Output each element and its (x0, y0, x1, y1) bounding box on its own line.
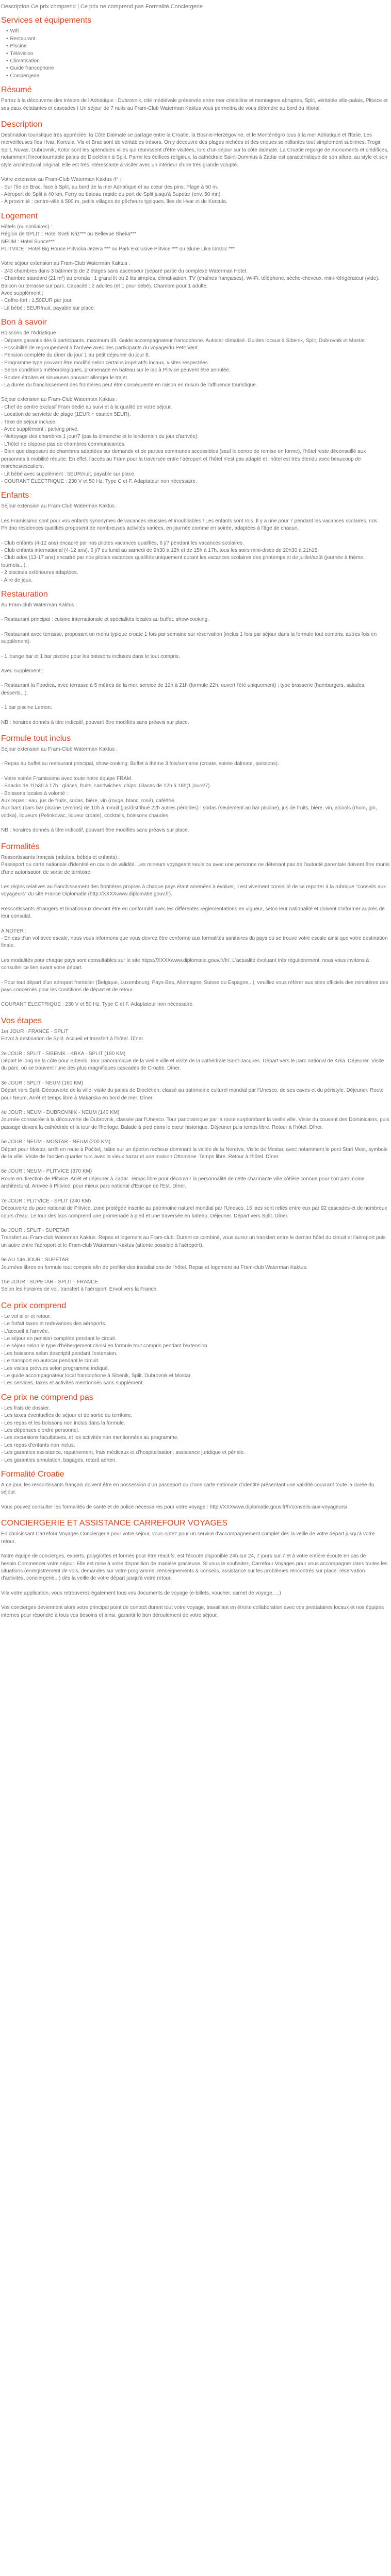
formule-line: - Snacks de 11h30 à 17h : glaces, fruits, sandwiches, chips. Glaces de 12h à 18h(1 jours/7). (1, 783, 211, 789)
restauration-title: Restauration (1, 589, 48, 599)
formule-line: Aux bars (bars bar piscine Lemons) de 10h à minuit (jus/distribué 22h autres périodes) : sodas (seulement au bar piscine), jus de fruits, bière, vin, alcools (rhum, gin, vodka), liqueurs (Pelinkovac, liqueur croate), cocktails, boissons chaudes. (1, 805, 377, 819)
day-heading: 7e JOUR : PLITVICE - SPLIT (240 KM) (1, 1198, 91, 1204)
bienavoir-item: - Boutes étroites et sinueuses pouvant allonger le trajet. (1, 375, 128, 381)
bienavoir-item: - Avec supplément : parking privé. (1, 427, 79, 433)
services-list (1, 28, 390, 80)
day-text: Départ le long de la côte pour Sibenik. Tour panoramique de la vieille ville et visite de la cathédrale Saint-Jacques. Départ vers le parc national de Krka. Déjeuner. Visite du parc, où se trouvent l'une des plus magnifiques cascades de Croatie. Dîner. (1, 1058, 384, 1072)
formule-line: - Boissons locales à volonté : (1, 790, 68, 796)
bienavoir-item: - Location de serviette de plage (1EUR + caution 5EUR). (1, 412, 131, 418)
formule-paragraph: - Repas au buffet au restaurant principal, show-cooking. Buffet à thème 3 fois/semaine (croate, soirée dalmate, poissons). (1, 761, 279, 767)
day-block (1, 1227, 390, 1249)
description-subtitle: Votre extension au Fram-Club Waterman Kaktus 4* : (1, 177, 121, 183)
resume-text: Partez à la découverte des trésors de l'Adriatique : Dubrovnik, cité médiévale préservée entre mer cristalline et montagnes abruptes, Split, véritable ville-palais, Plitvice et ses eaux éclatantes et cascades ! Un séjour de 7 nuits au Fram-Club Waterman Kaktus vous permettra de vous détendre au bord du littoral. (1, 98, 388, 111)
day-text: Route en direction de Plitvice. Arrêt et déjeuner à Zadar. Temps libre pour découvrir la personnalité de cette charmante ville côtière connue pour son patrimoine architectural. Arrivée à Plitvice, pour mieux parc national d'Europe de l'Est. Dîner. (1, 1176, 365, 1190)
inclus-item: - Le séjour en pension complète pendant le circuit. (1, 1335, 117, 1342)
restauration-paragraph: Avec supplément : (1, 668, 44, 674)
day-block (1, 1168, 390, 1190)
bienavoir-title: Bon à savoir (1, 318, 47, 327)
list-item: • Restaurant (6, 36, 390, 43)
restauration-paragraph: - 1 bar piscine Lemon. (1, 705, 52, 711)
description-line: - À proximité : centre-ville à 500 m, petits villages de pêcheurs typiques, îles de Hvar et de Korcula. (1, 199, 227, 205)
day-heading: 4e JOUR : NEUM - DUBROVNIK - NEUM (140 KM) (1, 1110, 120, 1116)
day-heading: 15e JOUR : SUPETAR - SPLIT - FRANCE (1, 1279, 99, 1285)
list-item: • Climatisation (6, 58, 390, 65)
description-block (1, 176, 390, 206)
day-text: Journées libres en formule tout compris afin de profiter des installations de l'hôtel. Repas et logement au Fram-club Waterman Kaktus. (1, 1264, 308, 1270)
bienavoir-item: - La durée du franchissement des frontières peut être conséquente en raison en raison de l'affluence touristique. (1, 382, 257, 388)
enfants-item: - Club enfants international (4-12 ans), 6 j/7 du lundi au samedi de 9h30 à 12h et de 15h à 17h, tous les soirs mini-disco de 20h30 à 21h15. (1, 547, 319, 553)
enfants-paragraph: Les Framissimo sont pour vos enfants synonymes de vacances réussies et inoubliables ! Les enfants sont rois. Il y a une pour 7 pendant les vacances scolaires, nos Phidno résidences qualifiés proposent de nombreuses activités variées, en journée comme en soirée, adaptées à l'âge de chacun. (1, 518, 378, 532)
bienavoir-item: - Lit bébé avec supplément : 5EUR/nuit, payable sur place. (1, 471, 136, 477)
day-block (1, 1198, 390, 1220)
noninclus-item: - Les frais de dossier. (1, 1405, 51, 1411)
inclus-item: - Le forfait taxes et redevances des aéroports. (1, 1321, 106, 1327)
formule-line: Aux repas : eau, jus de fruits, sodas, bière, vin (rouge, blanc, rosé), café/thé. (1, 798, 176, 804)
day-block (1, 1139, 390, 1161)
bienavoir-subtitle: Séjour extension au Fram-Club Waterman Kaktus : (1, 397, 118, 403)
inclus-item: - Le transport en autocar pendant le circuit. (1, 1358, 100, 1364)
noninclus-title: Ce prix ne comprend pas (1, 1393, 93, 1402)
conciergerie-paragraph: Vila votre application, vous retrouverez également tous vos documents de voyage (e-billets, voucher, carnet de voyage, ...) (1, 1590, 281, 1596)
noninclus-item: - Les garanties annulation, bagages, retard aérien. (1, 1457, 117, 1463)
formule-note: NB : horaires donnés à titre indicatif, pouvant être modifiés sans préavis sur place. (1, 827, 189, 834)
enfants-item: - 2 piscines extérieures adaptées. (1, 570, 78, 576)
bienavoir-item: - Pension complète du dîner du jour 1 au petit déjeuner du jour 8. (1, 352, 150, 359)
bienavoir-item: - Taxe de séjour incluse. (1, 419, 57, 425)
formalites-line: Passeport ou carte nationale d'identité en cours de validité. Les mineurs voyageant seuls ou avec une personne ne détenant pas de l'autorité parentale doivent être munis d'une autorisation de sortie de territoire. (1, 862, 390, 875)
description-title: Description (1, 120, 43, 129)
day-block (1, 1080, 390, 1102)
bienavoir-item: - Bien que disposant de chambres adaptées sur demande et de parties communes accessibles (sauf le centre de remise en forme), l'hôtel reste déconseillé aux personnes à mobilité réduite. En effet, l'accès au Fram pour la traversée entre l'aéroport et l'hôtel n'est pas adapté et l'hôtel est très étendu avec beaucoup de marches/escaliers. (1, 449, 366, 470)
conciergerie-paragraph: Vos concierges deviennent alors votre principal point de contact durant tout votre voyage, travaillant en étroite collaboration avec vos prestataires locaux et nos équipes internes pour répondre à tous vos besoins et ainsi, garantir le bon déroulement de votre séjour. (1, 1605, 384, 1618)
inclus-item: - L'accueil à l'arrivée. (1, 1328, 50, 1334)
inclus-item: - Les services, taxes et activités mentionnés sans supplément. (1, 1380, 144, 1386)
bienavoir-item: - Selon conditions météorologiques, promenade en bateau sur le lac à Plitvice peuvent être annulée. (1, 367, 231, 374)
day-text: Transfert au Fram-club Waterman Kaktus. Repas et logement au Fram-club. Durant ce combiné, vous aurez un transfert entre le dernier hôtel du circuit et l'aéroport puis un autre entre l'aéroport et le Fram-club Waterman Kaktus (attente possible à l'aéroport). (1, 1235, 386, 1248)
day-block (1, 1028, 390, 1043)
day-text: Selon les horaires de vol, transfert à l'aéroport. Envol vers la France. (1, 1286, 158, 1293)
day-text: Départ pour Mostar, arrêt en route à Počitelj, bâtie sur un éperon rocheux dominant la vallée de la Neretva. Visite de Mostar, avec notamment le pont Stari Most, symbole de la ville. Visite de l'ancien quartier turc avec la vieux bazar et une maison Ottomane. Temps libre. Retour à l'hôtel. Dîner. (1, 1146, 388, 1160)
bienavoir-extension (1, 396, 390, 485)
day-heading: 6e JOUR : NEUM - PLITVICE (370 KM) (1, 1168, 92, 1175)
day-block (1, 1109, 390, 1131)
conciergerie-paragraph: En choisissant Carrefour Voyages Conciergerie pour votre séjour, vous optez pour un service d'accompagnement complet dès la veille de votre départ jusqu'à votre retour. (1, 1531, 375, 1545)
formule-block (1, 775, 390, 820)
bienavoir-item: - Possibilité de regroupement à l'arrivée avec des participants du voyage/du Petit Vent. (1, 345, 199, 351)
formalites-paragraph: Ressortissants étrangers et binationaux devront être en conformité avec les différentes réglementations en vigueur, selon leur nationalité et doivent s'informer auprès de leur consulat. (1, 906, 385, 920)
day-heading: 5e JOUR : NEUM - MOSTAR - NEUM (200 KM) (1, 1139, 111, 1145)
day-text: Envol à destination de Split. Accueil et transfert à l'hôtel. Dîner. (1, 1036, 144, 1042)
day-block (1, 1279, 390, 1294)
conciergerie-title: CONCIERGERIE ET ASSISTANCE CARREFOUR VOYAGES (1, 1519, 228, 1528)
formalites-paragraph: COURANT ÉLECTRIQUE : 230 V et 50 Hz. Type C et F. Adaptateur non nécessaire. (1, 1002, 194, 1008)
formalites-paragraph: - Pour tout départ d'un aéroport frontalier (Belgique, Luxembourg, Pays-Bas, Allemagne, Suisse ou Espagne...), veuillez vous référer aux sites officiels des ministères des pays concernés pour les conditions de départ et de retour. (1, 979, 388, 993)
enfants-item: - Club ados (13-17 ans) encadré par nos pilotes vacances qualifiés uniquement durant les vacances scolaires des printemps et de juillet/août (journée à thème, tournois...). (1, 555, 365, 568)
logement-title: Logement (1, 211, 38, 221)
formalites-title: Formalités (1, 842, 40, 851)
bienavoir-item: - L'hôtel ne dispose pas de chambres communicantes. (1, 441, 126, 447)
formalites-paragraph: Les règles relatives au franchissement des frontières propres à chaque pays étant amenées à évoluer, il est vivement conseillé de se reporter à la rubrique "conseils aux voyageurs" du site France Diplomatie (http://XXXXwww.diplomatie.gouv.fr). (1, 884, 386, 897)
bienavoir-item: - COURANT ÉLECTRIQUE : 230 V et 50 Hz. Type C et F. Adaptateur non nécessaire. (1, 478, 197, 484)
logement-subtitle: Votre séjour extension au Fram-Club Waterman Kaktus : (1, 261, 131, 267)
noninclus-item: - Les dépenses d'ordre personnel. (1, 1428, 79, 1434)
formalites-line: - En cas d'un vol avec escale, nous vous informons que vous devrez être conforme aux formalités sanitaires du pays où se trouve votre escale ainsi que votre destination finale. (1, 935, 388, 949)
enfants-title: Enfants (1, 491, 29, 500)
day-text: Journée consacrée à la découverte de Dubrovnik, classée par l'Unesco. Tour panoramique par la route surplombant la vieille ville. Visite du couvent des Dominicains, puis passage devant la cathédrale et la tour de l'horloge. Balade à pied dans le cœur historique. Déjeuner puis temps libre. Retour à l'hôtel. Dîner. (1, 1117, 389, 1130)
noninclus-list (1, 1405, 390, 1464)
logement-hotels (1, 224, 390, 253)
formalites-line: A NOTER : (1, 928, 27, 934)
bienavoir-item: Boissons de l'Adriatique : (1, 330, 59, 336)
inclus-title: Ce prix comprend (1, 1301, 67, 1310)
restauration-paragraph: - 1 lounge bar et 1 bar piscine pour les boissons incluses dans le tout compris. (1, 653, 180, 659)
logement-item: - Chambre standard (21 m²) au prorata : 1 grand lit ou 2 lits simples, climatisation, TV (chaînes françaises), Wi-Fi, téléphone, sèche-cheveux, mini-réfrigérateur (vide). Balcon ou terrasse sur parc. Capacité : 2 adultes (et 1 pour bébé). Chambre pour 1 adulte. (1, 276, 380, 289)
noninclus-item: - Les repas d'enfants non inclus. (1, 1442, 75, 1448)
formalites-paragraph: Les modalités pour chaque pays sont consultables sur le site https://XXXXwww.diplomatie.gouv.fr/fr/. L'actualité évoluant très régulièrement, nous vous invitons à consulter ce lien avant votre départ. (1, 957, 369, 971)
enfants-subtitle: Séjour extension au Fram-Club Waterman Kaktus : (1, 503, 118, 510)
logement-item: - 243 chambres dans 3 bâtiments de 2 étages sans ascenseur (séparé partie du complexe Waterman Hotel. (1, 268, 248, 274)
logement-item: Avec supplément : (1, 290, 44, 296)
day-heading: 9e AU 14e JOUR : SUPETAR (1, 1257, 69, 1263)
inclus-item: - Le séjour selon le type d'hébergement choisi en formule tout compris pendant l'extension. (1, 1343, 209, 1349)
day-block (1, 1257, 390, 1272)
inclus-item: - Le guide accompagnateur local francophone à Sibenik, Split, Dubrovnik et Mostar. (1, 1373, 192, 1379)
formalites-intro (1, 854, 390, 876)
description-paragraph: Destination touristique très appréciée, la Côte Dalmate se partage entre la Croatie, la Bosnie-Herzégovine, et le Monténégro tous à la mer Adriatique et l'Italie. Les merveilleuses îles Hvar, Korcula, Vis et Brac sont de véritables trésors. On y découvre des plages nichées et des criques scintillantes tout simplement sublimes. Trogir, Split, Nuvas, Dubrovnik, Kotor sont les splendides villes qui réunissent d'être visitées, lors d'un séjour sur la côte dalmate. La Croatie regorge de monuments et d'édifices, notamment l'incontournable palais de Dioclétien à Split. Parmi les édifices religieux, la cathédrale Saint-Domnius à Zadar est caractéristique de son allure, au style et son style architectural original. Elle est très intéressante à visiter avec un intérieur d'une très grande volupté. (1, 132, 389, 168)
bienavoir-block (1, 330, 390, 389)
formule-line: - Votre soirée Framissimo avec toute notre équipe FRAM. (1, 775, 133, 782)
day-text: Découverte du parc national de Plitvice, zone protégée inscrite au patrimoine naturel mondial par l'Unesco. 16 lacs sont reliés entre eux par 92 cascades et de nombreux cours d'eau. Le tour des lacs comprend une promenade à pied et une traversée en bateau. Déjeuner. Départ vers Split. Dîner. (1, 1206, 387, 1219)
logement-line: Région de SPLIT : Hotel Sveti Kriz*** ou Bellevue Sheka*** (1, 231, 137, 238)
services-title: Services et équipements (1, 16, 92, 25)
formule-subtitle: Séjour extension au Fram-Club Waterman Kaktus : (1, 747, 118, 753)
conciergerie-paragraph: Notre équipe de concierges, experts, polyglottes et formés pour être réactifs, est l'écoute disponible 24h sur 24, 7 jours sur 7 et à votre entière écoute en cas de besoin.Commencer votre séjour. Elle est mise à votre disposition de manière gracieuse. Si vous le souhaitez, Carrefour Voyages pour vous accompagner dans toutes les situations (enregistrement de vols, demandes sur votre programme, renseignements & conseils, assistance sur les problèmes rencontrés sur place, réservation d'activités, conciergerie...) dès la veille de votre départ jusqu'à votre retour. (1, 1553, 388, 1582)
noninclus-item: - Les garanties assistance, rapatriement, frais médicaux et d'hospitalisation, assistance juridique et pénale. (1, 1450, 245, 1456)
formalite-paragraph: À ce jour, les ressortissants français doivent être en possession d'un passeport ou d'une carte nationale d'identité présentant une validité couvrant toute la durée du séjour. (1, 1482, 374, 1496)
logement-extension (1, 260, 390, 312)
day-heading: 3e JOUR : SPLIT - NEUM (160 KM) (1, 1080, 84, 1086)
list-item: • Télévision (6, 50, 390, 58)
enfants-list (1, 540, 390, 584)
day-text: Départ vers Split. Découverte de la ville, visite du palais de Dioclétien, classé au patrimoine culturel mondial par l'Unesco, de ses caves et du péristyle. Déjeuner. Route pour Neum, Arrêt et temps libre à Makarska en bord de mer. Dîner. (1, 1088, 384, 1101)
restauration-note: NB : horaires donnés à titre indicatif, pouvant être modifiés sans préavis sur place. (1, 719, 189, 725)
inclus-item: - Les visites prévues selon programme indiqué. (1, 1365, 109, 1371)
description-line: - Sur l'île de Brac, face à Split, au bord de la mer Adriatique et au cœur des pins. Plage à 50 m. (1, 184, 219, 190)
list-item: • Guide francophone (6, 65, 390, 72)
noninclus-item: - Les repas et les boissons non inclus dans la formule. (1, 1420, 125, 1426)
breadcrumb: Description Ce prix comprend | Ce prix ne comprend pas Formalité Conciergerie (1, 4, 203, 10)
day-heading: 1er JOUR : FRANCE - SPLIT (1, 1028, 69, 1035)
formule-title: Formule tout inclus (1, 734, 71, 743)
bienavoir-item: - Programme type pouvant être modifié selon certains impératifs locaux, visites respectées. (1, 360, 209, 366)
formalite-title: Formalité Croatie (1, 1470, 64, 1479)
list-item: • Piscine (6, 43, 390, 50)
list-item: • Conciergerie (6, 73, 390, 80)
formalite-paragraph: Vous pouvez consulter les formalités de santé et de police nécessaires pour votre voyage : http://XXXwww.diplomatie.gouv.fr/fr/conseils-aux-voyageurs/ (1, 1504, 348, 1510)
logement-line: Hôtels (ou similaires) : (1, 224, 52, 230)
bienavoir-item: - Départs garantis dès 6 participants, maximum 49. Guide accompagnateur francophone. Autocar climatisé. Guides locaux à Sibenik, Split, Dubrovnik et Mostar. (1, 337, 366, 344)
day-heading: 8e JOUR : SPLIT - SUPETAR (1, 1227, 70, 1233)
voyage-title: Vos étapes (1, 1016, 42, 1025)
logement-line: PLITVICE : Hotel Big House Plitvicka Jezera *** ou Park Exclusive Plitvice *** ou Slune Lika Grabic *** (1, 246, 235, 252)
formalites-note (1, 928, 390, 950)
restauration-paragraph: - Restaurant avec terrasse, proposant un menu typique croate 1 fois par semaine sur réservation (inclus 1 fois par séjour dans la formule tout compris, autres fois en supplément). (1, 631, 377, 645)
inclus-item: - Le vol aller et retour. (1, 1313, 51, 1319)
bienavoir-item: - Chef de centre exclusif Fram dédié au suivi et à la qualité de votre séjour. (1, 404, 172, 410)
description-line: - Aéroport de Split à 40 km. Ferry ou bateau rapide du port de Split jusqu'à Supetar (env. 50 mn). (1, 191, 222, 197)
inclus-list (1, 1313, 390, 1387)
restauration-paragraph: - Restaurant principal : cuisine internationale et spécialités locales au buffet, show-cooking. (1, 617, 209, 623)
day-heading: 2e JOUR : SPLIT - SIBENIK - KRKA - SPLIT (180 KM) (1, 1050, 126, 1057)
resume-title: Résumé (1, 86, 32, 95)
restauration-paragraph: - Restaurant la Foodica, avec terrasse à 5 mètres de la mer, service de 12h à 21h (formule 22h, ouvert l'été uniquement) : type brasserie (hamburgers, salades, desserts...). (1, 683, 366, 696)
logement-line: NEUM : Hotel Sunce*** (1, 239, 55, 245)
day-block (1, 1050, 390, 1073)
noninclus-item: - Les taxes éventuelles de séjour et de sortie du territoire. (1, 1413, 133, 1419)
restauration-subtitle: Au Fram-club Waterman Kaktus : (1, 602, 77, 608)
inclus-item: - Les boissons selon descriptif pendant l'extension. (1, 1350, 118, 1357)
logement-item: - Coffre-fort : 1,50EUR par jour. (1, 298, 73, 304)
noninclus-item: - Les excursions facultatives, et les activités non mentionnées au programme. (1, 1435, 179, 1441)
formalites-line: Ressortissants français (adultes, bébés et enfants) : (1, 854, 120, 860)
logement-item: - Lit bébé : 5EUR/nuit, payable sur place. (1, 305, 95, 311)
list-item: • Wifi (6, 28, 390, 35)
enfants-item: - Aire de jeux. (1, 577, 33, 583)
enfants-item: - Club enfants (4-12 ans) encadré par nos pilotes vacances qualifiés, 6 j/7 pendant les vacances scolaires. (1, 540, 244, 546)
bienavoir-item: - Nettoyage des chambres 1 jour/7 (pas la dimanche et le lendemain du jour d'arrivée). (1, 434, 199, 440)
